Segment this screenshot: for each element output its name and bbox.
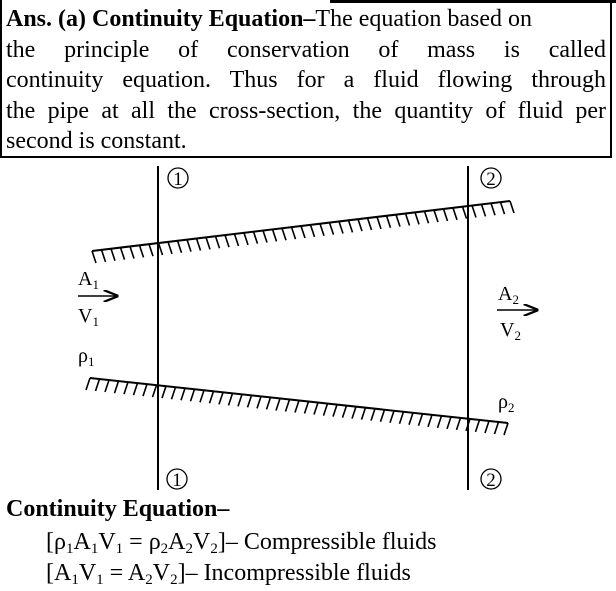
area-1-label: $A_1$ [78, 268, 99, 292]
hatch-mark [229, 393, 233, 405]
hatch-mark [377, 217, 381, 229]
hatch-mark [197, 239, 201, 251]
hatch-mark [415, 212, 419, 224]
hatch-mark [463, 207, 467, 219]
hatch-mark [320, 224, 324, 236]
section-2-bottom-label: 2 [486, 470, 496, 491]
hatch-mark [282, 228, 286, 240]
upper-wall-hatch [92, 201, 514, 263]
hatch-mark [495, 422, 499, 434]
hatch-mark [428, 415, 432, 427]
answer-line-5: second is constant. [6, 128, 187, 154]
hatch-mark [181, 388, 185, 400]
hatch-mark [425, 211, 429, 223]
area-2-label: $A_2$ [498, 283, 519, 307]
hatch-mark [491, 203, 495, 215]
hatch-mark [447, 417, 451, 429]
hatch-mark [219, 392, 223, 404]
velocity-1-label: $V_1$ [78, 305, 99, 329]
hatch-mark [225, 235, 229, 247]
hatch-mark [105, 380, 109, 392]
answer-line-3: continuity equation. Thus for a fluid flowing through [6, 67, 606, 93]
hatch-mark [409, 413, 413, 425]
answer-label: Ans. (a) Continuity Equation– [6, 6, 316, 32]
section-1-top-label: 1 [173, 169, 183, 190]
hatch-mark [248, 395, 252, 407]
hatch-mark [168, 242, 172, 254]
density-2-label: $\rho_2$ [498, 391, 515, 415]
hatch-mark [301, 226, 305, 238]
hatch-mark [257, 396, 261, 408]
section-2-top-label: 2 [486, 169, 496, 190]
hatch-mark [121, 248, 125, 260]
hatch-mark [92, 251, 96, 263]
hatch-mark [153, 385, 157, 397]
hatch-mark [143, 384, 147, 396]
compressible-equation: $[\rho_1A_1V_1 = \rho_2A_2V_2]-$ Compressible fluids [46, 529, 437, 557]
hatch-mark [339, 221, 343, 233]
lower-wall-hatch [86, 378, 508, 435]
hatch-mark [330, 223, 334, 235]
hatch-mark [295, 401, 299, 413]
hatch-mark [381, 410, 385, 422]
hatch-mark [324, 404, 328, 416]
hatch-mark [434, 210, 438, 222]
hatch-mark [438, 416, 442, 428]
hatch-mark [292, 227, 296, 239]
hatch-mark [501, 202, 505, 214]
hatch-mark [267, 397, 271, 409]
hatch-mark [406, 214, 410, 226]
hatch-mark [191, 389, 195, 401]
hatch-mark [504, 423, 508, 435]
hatch-mark [453, 208, 457, 220]
hatch-mark [333, 405, 337, 417]
hatch-mark [86, 378, 90, 390]
hatch-mark [206, 237, 210, 249]
hatch-mark [178, 241, 182, 253]
hatch-mark [400, 412, 404, 424]
hatch-mark [510, 201, 514, 213]
hatch-mark [305, 402, 309, 414]
density-1-label: $\rho_1$ [78, 345, 95, 369]
hatch-mark [352, 407, 356, 419]
hatch-mark [396, 215, 400, 227]
section-1-bottom-label: 1 [172, 470, 182, 491]
hatch-mark [343, 406, 347, 418]
hatch-mark [472, 206, 476, 218]
hatch-mark [457, 418, 461, 430]
hatch-mark [276, 398, 280, 410]
hatch-mark [314, 403, 318, 415]
hatch-mark [216, 236, 220, 248]
hatch-mark [244, 233, 248, 245]
incompressible-equation: $[A_1V_1 = A_2V_2]-$ Incompressible fluids [46, 560, 411, 588]
hatch-mark [140, 245, 144, 257]
hatch-mark [476, 420, 480, 432]
answer-line-2: the principle of conservation of mass is called [6, 36, 606, 63]
hatch-mark [387, 216, 391, 228]
hatch-mark [96, 379, 100, 391]
hatch-mark [263, 231, 267, 243]
hatch-mark [130, 246, 134, 258]
hatch-mark [371, 409, 375, 421]
hatch-mark [235, 234, 239, 246]
hatch-mark [358, 219, 362, 231]
hatch-mark [444, 209, 448, 221]
hatch-mark [115, 381, 119, 393]
hatch-mark [187, 240, 191, 252]
hatch-mark [210, 391, 214, 403]
hatch-mark [172, 387, 176, 399]
hatch-mark [111, 249, 115, 261]
velocity-2-label: $V_2$ [500, 319, 521, 343]
hatch-mark [162, 386, 166, 398]
answer-line-1-text: The equation based on [315, 6, 533, 32]
hatch-mark [286, 399, 290, 411]
hatch-mark [485, 421, 489, 433]
hatch-mark [482, 204, 486, 216]
hatch-mark [149, 244, 153, 256]
equations-title: Continuity Equation– [6, 496, 230, 522]
hatch-mark [311, 225, 315, 237]
hatch-mark [349, 220, 353, 232]
hatch-mark [200, 390, 204, 402]
answer-line-4: the pipe at all the cross-section, the quantity of fluid per [6, 97, 606, 124]
hatch-mark [273, 229, 277, 241]
hatch-mark [159, 243, 163, 255]
hatch-mark [102, 250, 106, 262]
hatch-mark [134, 383, 138, 395]
hatch-mark [362, 408, 366, 420]
hatch-mark [124, 382, 128, 394]
hatch-mark [368, 218, 372, 230]
hatch-mark [238, 394, 242, 406]
hatch-mark [390, 411, 394, 423]
hatch-mark [254, 232, 258, 244]
hatch-mark [419, 414, 423, 426]
